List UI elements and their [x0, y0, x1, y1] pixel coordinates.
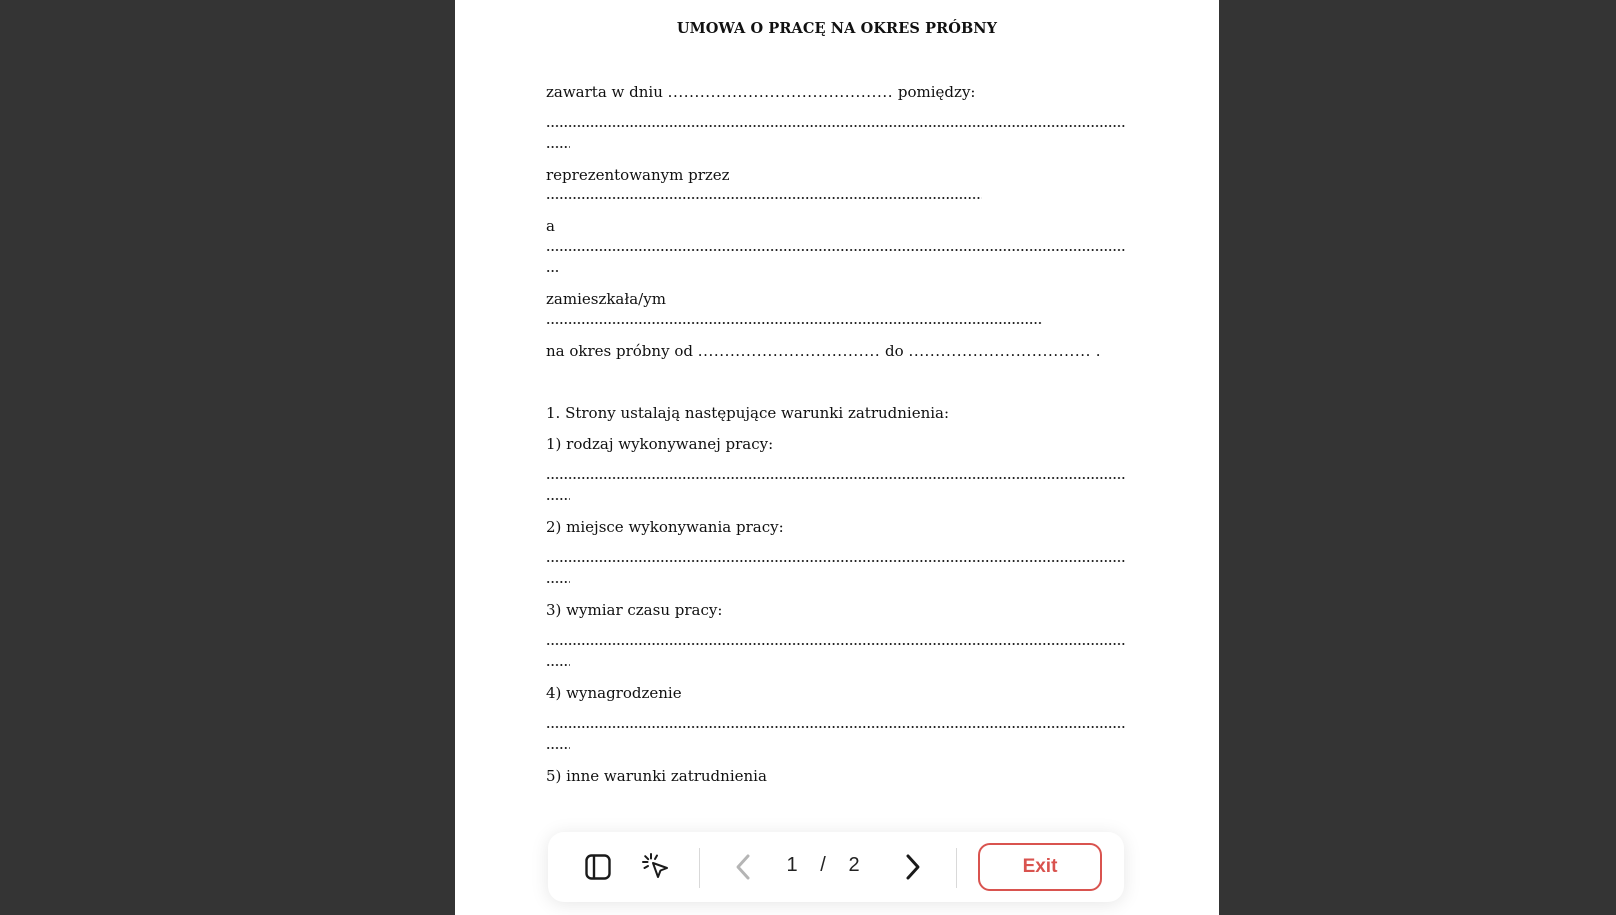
- next-page-button[interactable]: [894, 849, 930, 885]
- previous-page-button[interactable]: [726, 849, 762, 885]
- current-page-number: 1: [786, 854, 798, 876]
- total-pages-number: 2: [848, 854, 860, 876]
- viewer-toolbar: [548, 832, 1124, 902]
- probation-end-dot: .: [1095, 342, 1101, 360]
- contract-date-line: [546, 82, 975, 102]
- probation-to-dots: ..................................: [908, 342, 1091, 360]
- item-3-dotted-field: [546, 643, 1126, 645]
- item-4-dotted-field: [546, 726, 1126, 728]
- item-2-dotted-field-tail: [546, 581, 570, 583]
- employer-dotted-field-tail: [546, 146, 570, 148]
- sidebar-toggle-button[interactable]: [580, 849, 616, 885]
- pointer-click-icon: [641, 852, 671, 882]
- employee-dotted-field-tail: [546, 270, 558, 272]
- section-1-heading: 1. Strony ustalają następujące warunki zatrudnienia:: [546, 404, 950, 422]
- employer-dotted-field: [546, 125, 1126, 127]
- exit-button[interactable]: Exit: [978, 843, 1102, 891]
- item-2-label: 2) miejsce wykonywania pracy:: [546, 518, 784, 536]
- toolbar-divider: [956, 848, 957, 888]
- contract-date-suffix: pomiędzy:: [897, 83, 976, 101]
- item-1-dotted-field: [546, 477, 1126, 479]
- document-page: [455, 0, 1219, 915]
- select-tool-button[interactable]: [638, 849, 674, 885]
- item-4-label: 4) wynagrodzenie: [546, 684, 682, 702]
- item-4-dotted-field-tail: [546, 747, 570, 749]
- probation-from-label: na okres próbny od: [546, 342, 693, 360]
- toolbar-divider: [699, 848, 700, 888]
- chevron-left-icon: [732, 853, 756, 881]
- probation-period-line: [546, 341, 1101, 361]
- item-1-dotted-field-tail: [546, 498, 570, 500]
- residence-label: zamieszkała/ym: [546, 290, 666, 308]
- chevron-right-icon: [900, 853, 924, 881]
- sidebar-panel-icon: [584, 853, 612, 881]
- probation-from-dots: ..................................: [697, 342, 881, 360]
- representative-dotted-field: [546, 197, 982, 199]
- item-3-label: 3) wymiar czasu pracy:: [546, 601, 723, 619]
- represented-by-label: reprezentowanym przez: [546, 166, 730, 184]
- item-5-label: 5) inne warunki zatrudnienia: [546, 767, 767, 785]
- contract-date-prefix: zawarta w dniu: [546, 83, 663, 101]
- item-1-label: 1) rodzaj wykonywanej pracy:: [546, 435, 774, 453]
- item-2-dotted-field: [546, 560, 1126, 562]
- page-separator: /: [820, 854, 826, 876]
- and-label: a: [546, 217, 555, 235]
- document-title: UMOWA O PRACĘ NA OKRES PRÓBNY: [676, 20, 998, 37]
- contract-date-dots: ..........................................: [667, 83, 894, 101]
- probation-to-label: do: [885, 342, 904, 360]
- item-3-dotted-field-tail: [546, 664, 570, 666]
- employee-dotted-field: [546, 249, 1126, 251]
- residence-dotted-field: [546, 322, 1042, 324]
